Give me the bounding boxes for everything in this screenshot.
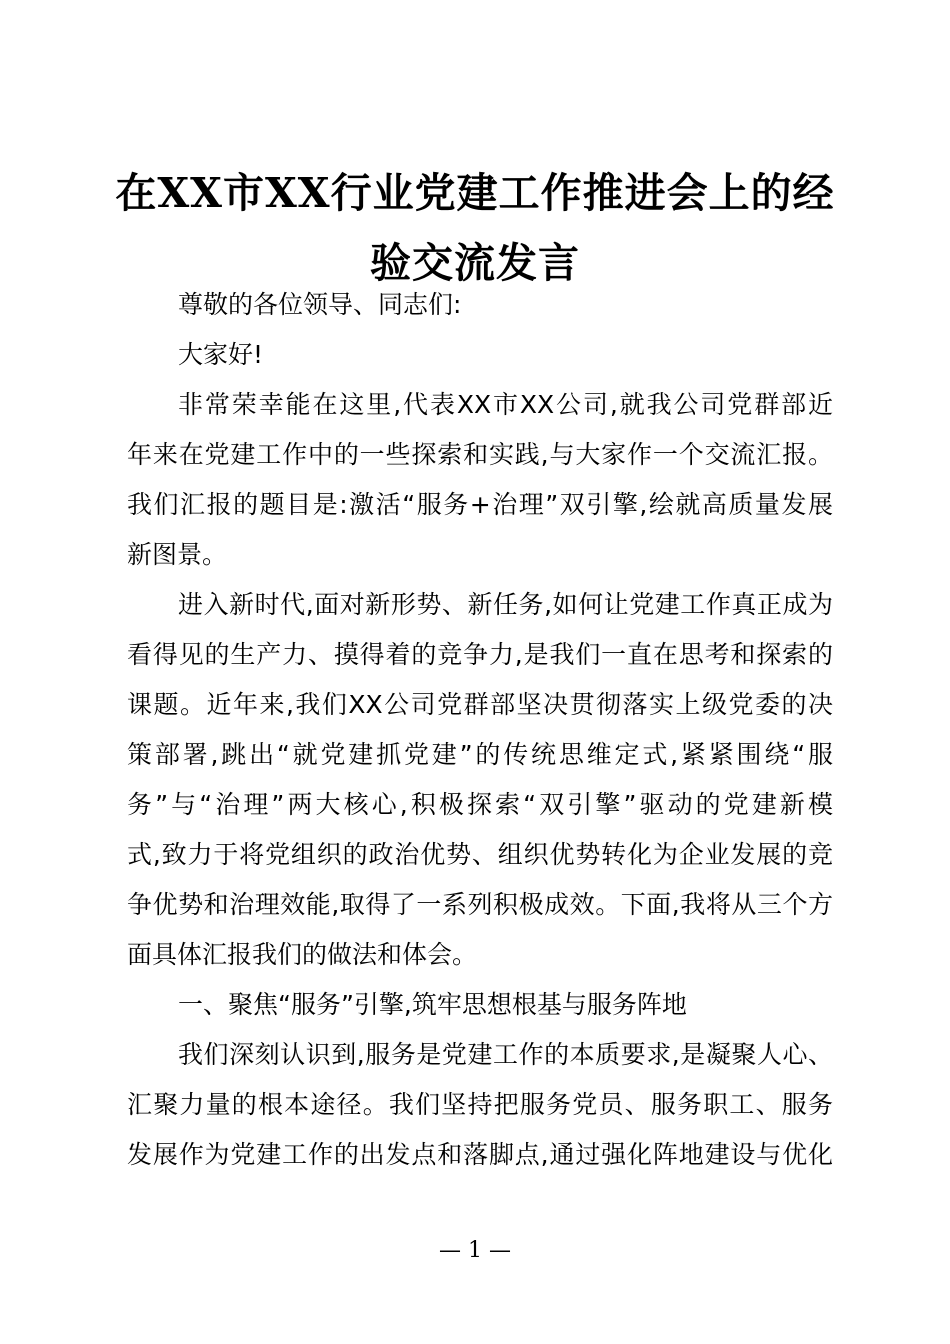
paragraph	[127, 583, 833, 983]
paragraph-line: 看得见的生产力、摸得着的竞争力,是我们一直在思考和探索的	[127, 640, 833, 669]
paragraph-line: 式,致力于将党组织的政治优势、组织优势转化为企业发展的竞	[127, 840, 833, 869]
paragraph-line: 面具体汇报我们的做法和体会。	[127, 940, 478, 969]
paragraph-line: 我们汇报的题目是:激活“服务+治理”双引擎,绘就高质量发展	[127, 490, 833, 519]
paragraph-line: 策部署,跳出“就党建抓党建”的传统思维定式,紧紧围绕“服	[127, 740, 833, 769]
paragraph	[127, 333, 833, 383]
paragraph	[127, 283, 833, 333]
paragraph-line: 非常荣幸能在这里,代表XX市XX公司,就我公司党群部近	[178, 390, 833, 419]
document-body	[127, 283, 833, 1183]
paragraph-line: 发展作为党建工作的出发点和落脚点,通过强化阵地建设与优化	[127, 1140, 833, 1169]
paragraph-line: 大家好!	[178, 340, 264, 369]
paragraph-line: 我们深刻认识到,服务是党建工作的本质要求,是凝聚人心、	[178, 1040, 833, 1069]
paragraph-line: 进入新时代,面对新形势、新任务,如何让党建工作真正成为	[178, 590, 833, 619]
paragraph-line: 新图景。	[127, 540, 228, 569]
paragraph	[127, 1033, 833, 1183]
paragraph-line: 争优势和治理效能,取得了一系列积极成效。下面,我将从三个方	[127, 890, 833, 919]
title-line: 在XX市XX行业党建工作推进会上的经	[115, 169, 835, 217]
title-line: 验交流发言	[370, 239, 580, 287]
paragraph-line: 尊敬的各位领导、同志们:	[178, 290, 462, 319]
paragraph-line: 汇聚力量的根本途径。我们坚持把服务党员、服务职工、服务	[127, 1090, 833, 1119]
page-number: — 1 —	[439, 1238, 511, 1263]
paragraph-line: 一、聚焦“服务”引擎,筑牢思想根基与服务阵地	[178, 990, 687, 1019]
paragraph-line: 年来在党建工作中的一些探索和实践,与大家作一个交流汇报。	[127, 440, 833, 469]
paragraph	[127, 983, 833, 1033]
document-title	[100, 158, 850, 298]
paragraph-line: 务”与“治理”两大核心,积极探索“双引擎”驱动的党建新模	[127, 790, 833, 819]
paragraph	[127, 383, 833, 583]
paragraph-line: 课题。近年来,我们XX公司党群部坚决贯彻落实上级党委的决	[127, 690, 833, 719]
